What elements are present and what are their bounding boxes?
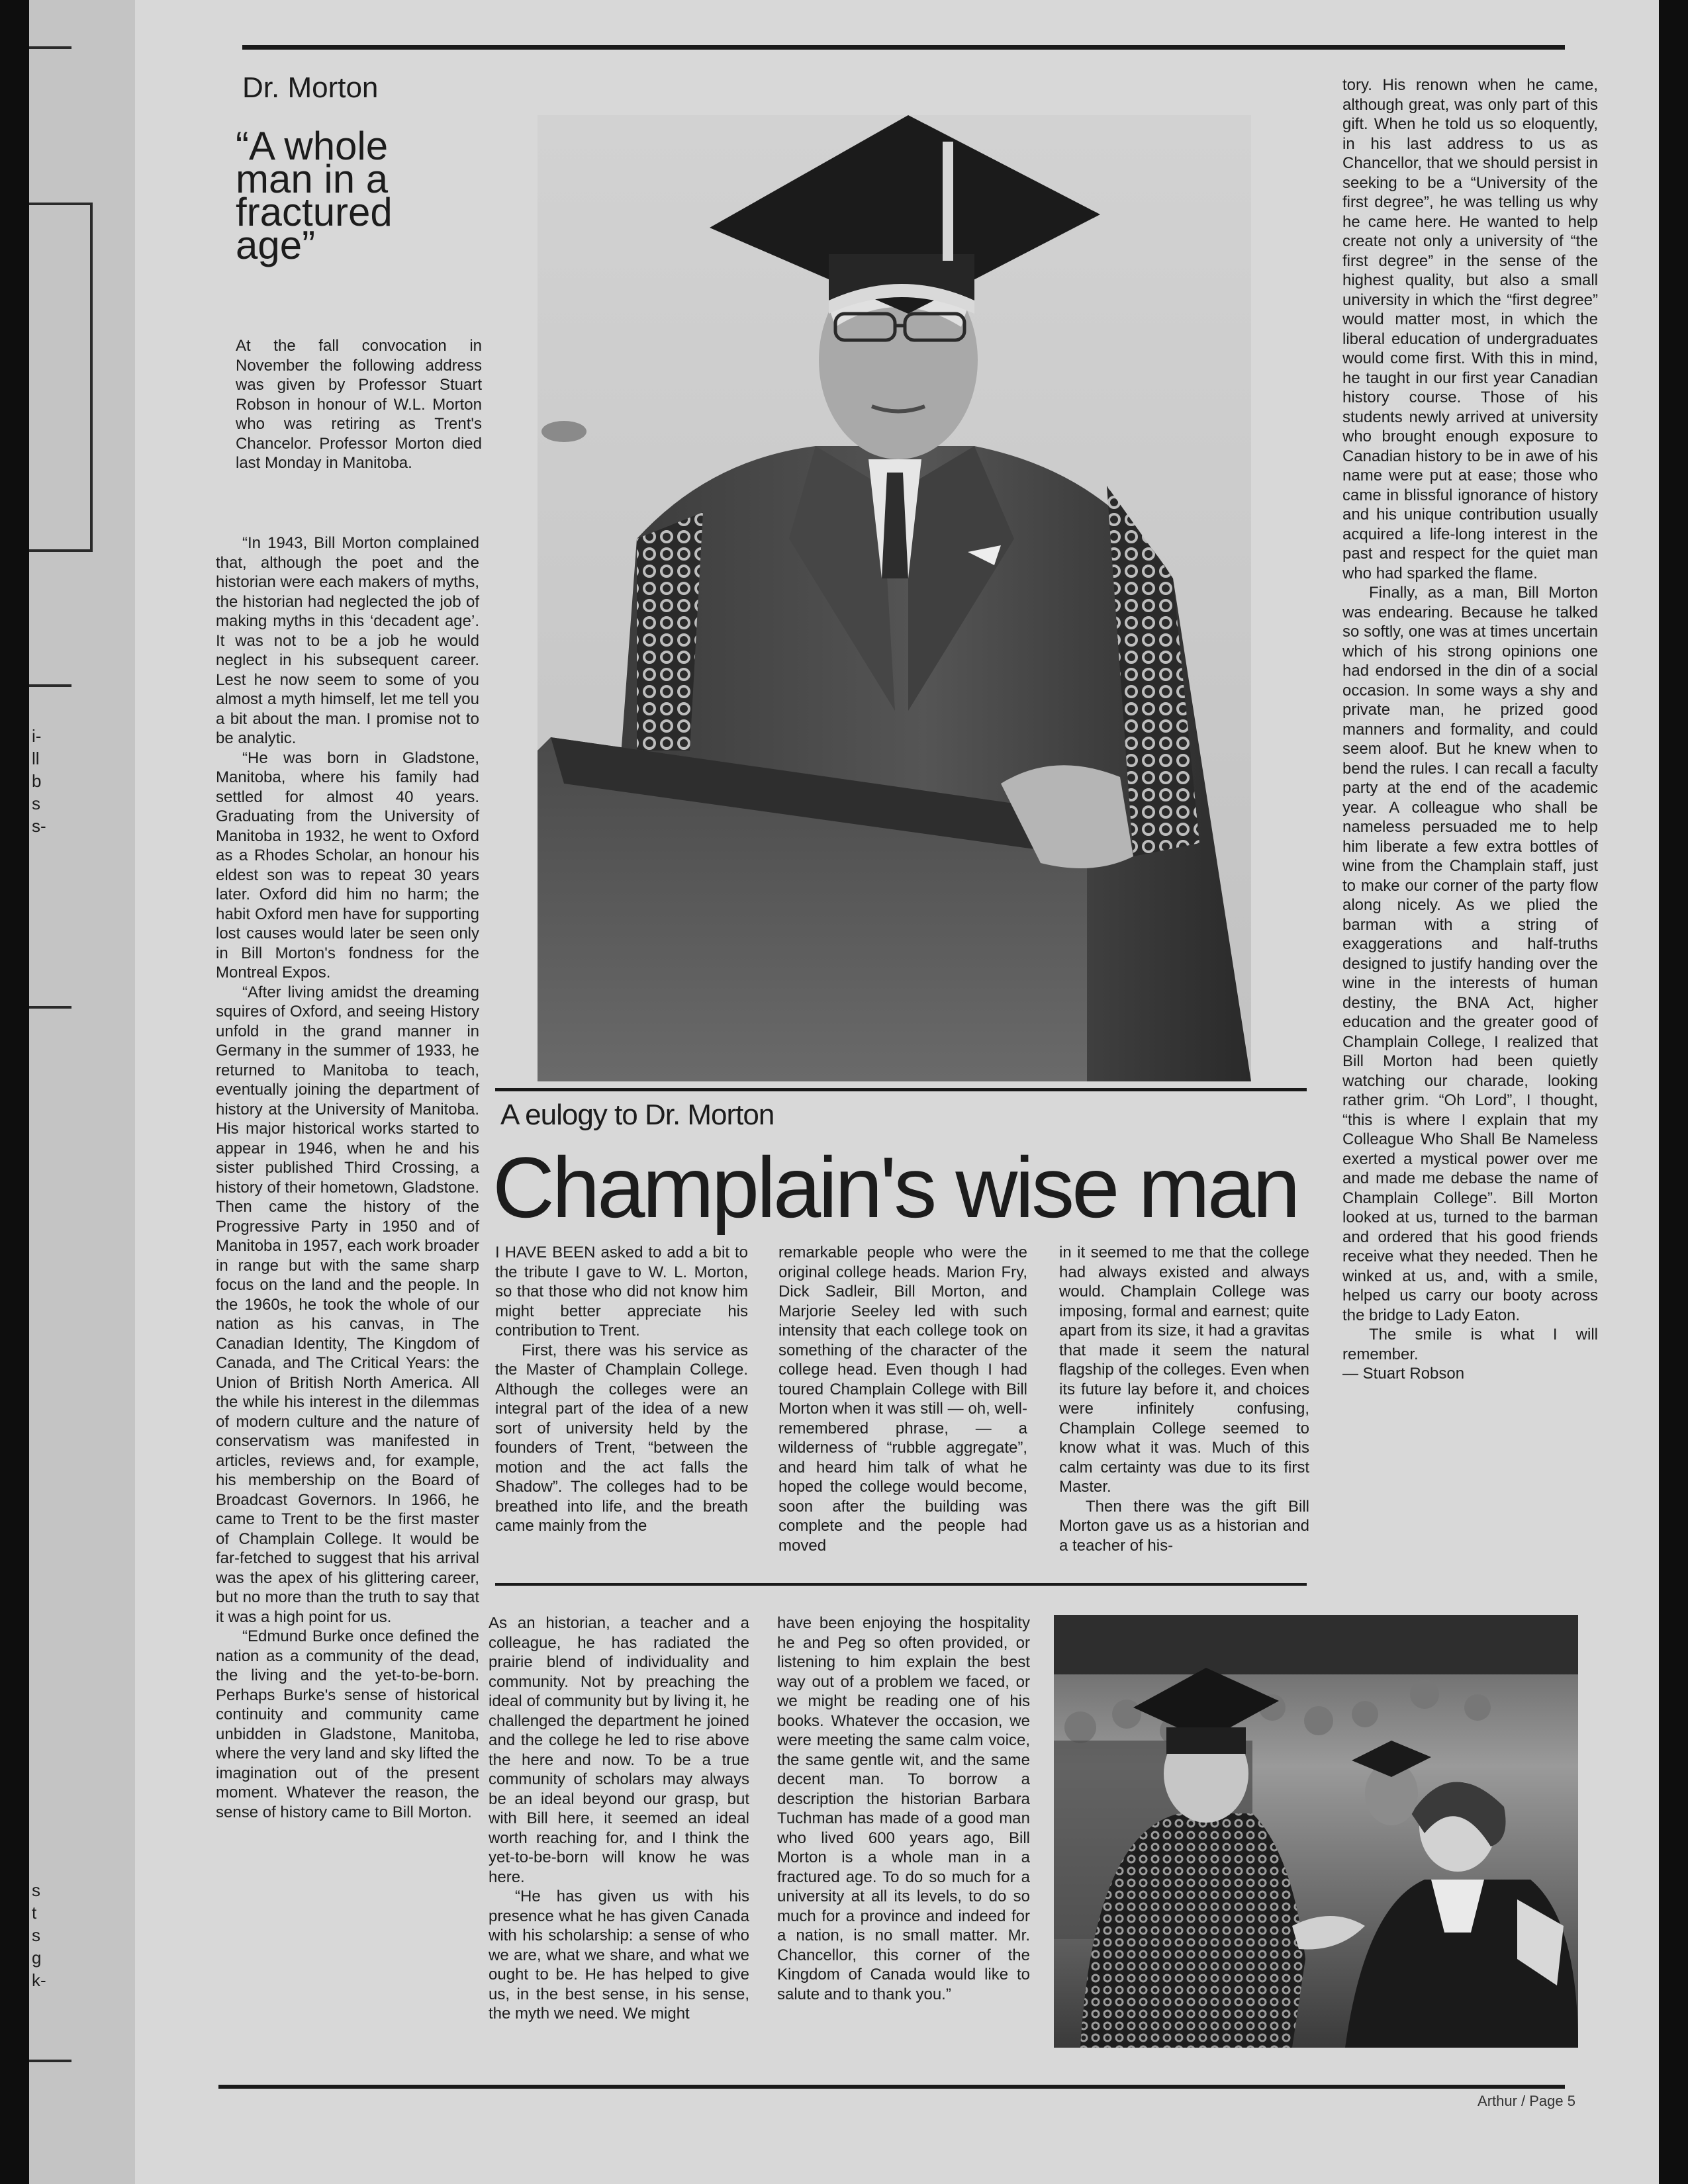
body-paragraph: “He was born in Gladstone, Manitoba, where his family had settled for almost 40 years. Graduating from the University of Manitoba in 1932, he went to Oxford as a Rhodes Scholar, an honour his eldest son was to repeat 30 years later. Oxford did him no harm; the habit Oxford men have for supporting lost causes would later be seen only in Bill Morton's fondness for the Montreal Expos. bbox=[216, 749, 479, 981]
body-paragraph: “He has given us with his presence what he has given Canada with his scholarship: a sense of who we are, what we share, and what we ought to be. He has helped to give us, in the best sense, in his sense, the myth we need. We might bbox=[489, 1888, 749, 2023]
pull-quote bbox=[236, 124, 447, 267]
body-paragraph: As an historian, a teacher and a colleague, he has radiated the prairie blend of individuality and community. Not by preaching the ideal of community but by living it, he challenged the department he joined and the college he led to rise above the here and now. To be a true community of scholars may always be an ideal beyond our grasp, but with Bill here, it seemed an ideal worth reaching for, and I think the yet-to-be-born will know he was here. bbox=[489, 1614, 749, 1886]
sidebar-intro bbox=[236, 336, 482, 473]
prev-page-fragment: k- bbox=[32, 1970, 46, 1990]
sidebar-kicker: Dr. Morton bbox=[242, 71, 379, 104]
prev-page-box bbox=[29, 203, 93, 552]
prev-page-fragment: s bbox=[32, 1925, 40, 1945]
body-paragraph: Then there was the gift Bill Morton gave us as a historian and a teacher of his- bbox=[1059, 1497, 1309, 1555]
body-paragraph: in it seemed to me that the college had always existed and always would. Champlain College was imposing, formal and earnest; quite apart from its size, it had a gravitas that made it seem the natural flagship of the colleges. Even when its future lay before it, and choices were infinitely confusing, Champlain College seemed to know what it was. Much of this calm certainty was due to its first Master. bbox=[1059, 1244, 1309, 1496]
intro-paragraph: At the fall convocation in November the following address was given by Professor Stuart Robson in honour of W.L. Morton who was retiring as Trent's Chancelor. Professor Morton died last Monday in Manitoba. bbox=[236, 337, 482, 472]
sidebar-continuation-column-2 bbox=[777, 1614, 1030, 2004]
scan-border-right bbox=[1659, 0, 1688, 2184]
prev-page-fragment: g bbox=[32, 1948, 42, 1968]
eulogy-column-2 bbox=[778, 1243, 1027, 1555]
eulogy-kicker: A eulogy to Dr. Morton bbox=[500, 1099, 774, 1131]
body-paragraph: have been enjoying the hospitality he and Peg so often provided, or listening to him explain the best way out of a problem we faced, or we might be reading one of his books. Whatever the occasion, we were meeting the same calm voice, the same gentle wit, and the same decent man. To borrow a description the historian Barbara Tuchman has made of a good man who lived 600 years ago, Bill Morton is a whole man in a fractured age. To do so much for a university at all its levels, to do so much for a province and indeed for a nation, is no small matter. Mr. Chancellor, this corner of the Kingdom of Canada would like to salute and to thank you.” bbox=[777, 1614, 1030, 2003]
prev-page-fragment: s bbox=[32, 1880, 40, 1900]
body-paragraph: First, there was his service as the Master of Champlain College. Although the colleges were an integral part of the idea of a new sort of university held by the founders of Trent, “between the motion and the act falls the Shadow”. The colleges had to be breathed into life, and the breath came mainly from the bbox=[495, 1341, 748, 1535]
body-paragraph: “In 1943, Bill Morton complained that, although the poet and the historian were each makers of myths, the historian had neglected the job of making myths in this ‘decadent age’. It was not to be a job he would neglect in his subsequent career. Lest he now seem to some of you almost a myth himself, let me tell you a bit about the man. I promise not to be analytic. bbox=[216, 534, 479, 747]
byline: — Stuart Robson bbox=[1342, 1365, 1465, 1383]
body-paragraph: remarkable people who were the original college heads. Marion Fry, Dick Sadleir, Bill Morton, and Marjorie Seeley led with such intensity that each college took on something of the character of the college head. Even though I had toured Champlain College with Bill Morton when it was still — oh, well-remembered phrase, — a wilderness of “rubble aggregate”, and heard him talk of what he hoped the college would become, soon after the building was complete and the people had moved bbox=[778, 1244, 1027, 1555]
eulogy-bottom-rule bbox=[495, 1583, 1307, 1586]
body-paragraph: The smile is what I will remember. bbox=[1342, 1326, 1598, 1363]
pull-quote-line: fractured bbox=[236, 190, 393, 234]
eulogy-column-1 bbox=[495, 1243, 748, 1536]
sidebar-column-1 bbox=[216, 533, 479, 1822]
pull-quote-line: “A whole bbox=[236, 124, 389, 168]
sidebar-continuation-column-1 bbox=[489, 1614, 749, 2024]
prev-page-rule bbox=[29, 684, 71, 687]
eulogy-headline: Champlain's wise man bbox=[492, 1139, 1298, 1236]
page-folio: Arthur / Page 5 bbox=[1477, 2093, 1575, 2109]
body-paragraph: “Edmund Burke once defined the nation as a community of the dead, the living and the yet-to-be-born. Perhaps Burke's sense of historical continuity and community came unbidden in Gladstone, Manitoba, where the very land and sky lifted the imagination out of the present moment. Whatever the reason, the sense of history came to Bill Morton. bbox=[216, 1627, 479, 1821]
prev-page-fragment: b bbox=[32, 771, 42, 791]
pull-quote-line: age” bbox=[236, 223, 316, 267]
prev-page-rule bbox=[29, 46, 71, 49]
prev-page-fragment: s- bbox=[32, 816, 46, 836]
eulogy-top-rule bbox=[495, 1088, 1307, 1091]
top-rule bbox=[242, 45, 1565, 50]
prev-page-fragment: s bbox=[32, 794, 40, 813]
prev-page-fragment: i- bbox=[32, 726, 42, 746]
portrait-at-lectern-photo bbox=[538, 115, 1251, 1081]
body-paragraph: I HAVE BEEN asked to add a bit to the tribute I gave to W. L. Morton, so that those who did not know him might better appreciate his contribution to Trent. bbox=[495, 1244, 748, 1340]
body-paragraph: tory. His renown when he came, although great, was only part of this gift. When he told us so eloquently, in his last address to us as Chancellor, that we should persist in seeking to be a “University of the first degree”, he was telling us why he came here. He wanted to help create not only a university of “the first degree” in the sense of the highest quality, but also a small university in which the “first degree” would matter most, in which the liberal education of undergraduates would come first. With this in mind, he taught in our first year Canadian history course. Those of his students newly arrived at university who brought enough exposure to Canadian history to be in awe of his name were put at ease; those who came in blissful ignorance of history and his unique contribution usually acquired a life-long interest in the past and respect for the quiet man who had sparked the flame. bbox=[1342, 76, 1598, 582]
eulogy-right-column bbox=[1342, 75, 1598, 1384]
convocation-handshake-photo bbox=[1054, 1615, 1578, 2048]
body-paragraph: Finally, as a man, Bill Morton was endearing. Because he talked so softly, one was at times uncertain which of his strong opinions one had endorsed in the din of a social occasion. In some ways a shy and private man, he prized good manners and formality, and could seem aloof. But he knew when to bend the rules. I can recall a faculty party at the end of the academic year. A colleague who shall be nameless persuaded me to help him liberate a few extra bottles of wine from the Champlain staff, just to make our corner of the party flow along nicely. As we plied the barman with a string of exaggerations and half-truths designed to justify handing over the wine in the interests of human destiny, the BNA Act, higher education and the greater good of Champlain College, I realized that Bill Morton had been quietly watching our charade, looking rather grim. “Oh Lord”, I thought, “this is where I explain that my Colleague Who Shall Be Nameless exerted a mystical power over me and made me debase the name of Champlain College”. Bill Morton looked at us, turned to the barman and ordered that his good friends receive what they needed. Then he winked at us, and, with a smile, helped us carry our booty across the bridge to Lady Eaton. bbox=[1342, 584, 1598, 1324]
bottom-rule bbox=[218, 2085, 1565, 2089]
pull-quote-line: man in a bbox=[236, 157, 389, 201]
scan-border-left bbox=[0, 0, 29, 2184]
prev-page-fragment: t bbox=[32, 1903, 37, 1923]
previous-page-edge bbox=[29, 0, 135, 2184]
body-paragraph: “After living amidst the dreaming squires of Oxford, and seeing History unfold in the grand manner in Germany in the summer of 1933, he returned to Manitoba to teach, eventually joining the department of history at the University of Manitoba. His major historical works started to appear in 1946, when he and his sister published Third Crossing, a history of their hometown, Gladstone. Then came the history of the Progressive Party in 1950 and of Manitoba in 1957, each work broader in range but with the same sharp focus on the land and the people. In the 1960s, he took the whole of our nation as his canvas, in The Canadian Identity, The Kingdom of Canada, and The Critical Years: the Union of British North America. All the while his interest in the dilemmas of modern culture and the nature of conservatism was manifested in articles, reviews and, for example, his membership on the Board of Broadcast Governors. In 1966, he came to Trent to be the first master of Champlain College. It would be far-fetched to suggest that his arrival was the apex of his glittering career, but no more than the truth to say that it was a high point for us. bbox=[216, 983, 479, 1626]
prev-page-rule bbox=[29, 2060, 71, 2062]
eulogy-column-3 bbox=[1059, 1243, 1309, 1555]
prev-page-fragment: ll bbox=[32, 749, 40, 768]
prev-page-rule bbox=[29, 1006, 71, 1009]
